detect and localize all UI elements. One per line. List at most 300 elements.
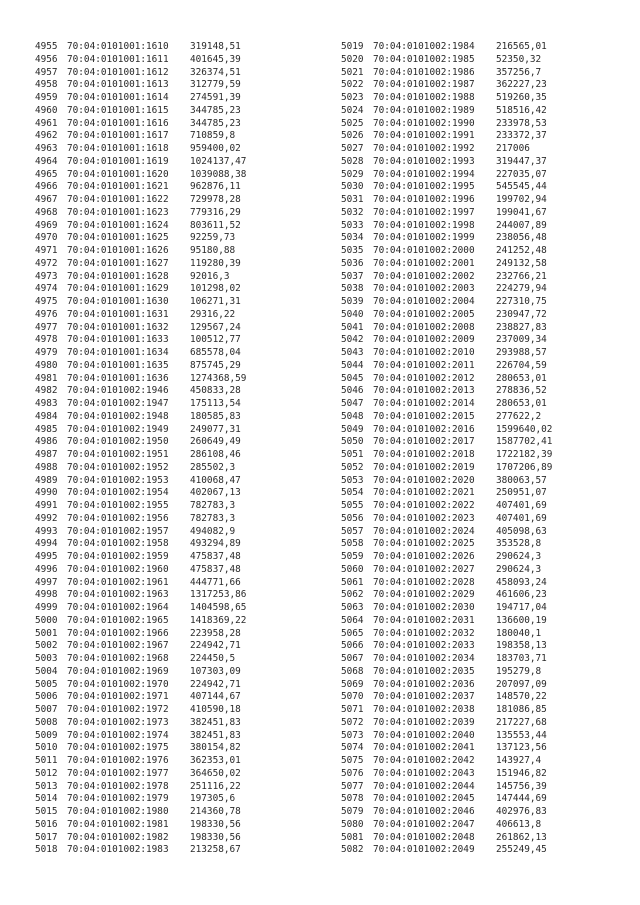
row-number: 4960 xyxy=(35,104,58,116)
cadastral-value: 230947,72 xyxy=(496,308,547,320)
cadastral-value: 199702,94 xyxy=(496,194,547,205)
cadastral-number: 70:04:0101002:2047 xyxy=(373,818,475,830)
cadastral-value: 410068,47 xyxy=(190,474,241,486)
cadastral-value: 326374,51 xyxy=(190,66,241,78)
cadastral-value: 353528,8 xyxy=(496,538,542,550)
table-row xyxy=(35,156,246,169)
cadastral-number: 70:04:0101002:2036 xyxy=(373,678,475,690)
cadastral-value: 224450,5 xyxy=(190,653,236,664)
row-number: 4986 xyxy=(35,436,58,448)
row-number: 5073 xyxy=(341,729,364,741)
cadastral-number: 70:04:0101001:1622 xyxy=(67,194,169,205)
row-number: 5051 xyxy=(341,449,364,460)
table-row xyxy=(341,322,552,335)
table-row xyxy=(341,360,552,373)
table-row xyxy=(341,730,552,743)
cadastral-number: 70:04:0101002:1969 xyxy=(67,665,169,677)
cadastral-number: 70:04:0101002:2040 xyxy=(373,729,475,741)
table-row xyxy=(341,564,552,577)
table-row xyxy=(35,373,246,386)
cadastral-value: 92259,73 xyxy=(190,232,236,244)
row-number: 4978 xyxy=(35,334,58,346)
cadastral-number: 70:04:0101001:1632 xyxy=(67,321,169,333)
row-number: 5047 xyxy=(341,398,364,409)
cadastral-value: 213258,67 xyxy=(190,844,241,856)
table-row xyxy=(341,449,552,462)
cadastral-value: 382451,83 xyxy=(190,716,241,728)
cadastral-value: 224942,71 xyxy=(190,640,241,652)
cadastral-number: 70:04:0101001:1618 xyxy=(67,143,169,154)
table-row xyxy=(35,118,246,131)
row-number: 4997 xyxy=(35,576,58,588)
cadastral-value: 145756,39 xyxy=(496,780,547,792)
cadastral-value: 405098,63 xyxy=(496,525,547,537)
cadastral-value: 198358,13 xyxy=(496,640,547,652)
cadastral-number: 70:04:0101002:2019 xyxy=(373,461,475,473)
cadastral-value: 286108,46 xyxy=(190,449,241,460)
cadastral-value: 197305,6 xyxy=(190,793,236,805)
cadastral-number: 70:04:0101002:1976 xyxy=(67,755,169,766)
table-row xyxy=(35,385,246,398)
cadastral-number: 70:04:0101002:1967 xyxy=(67,640,169,652)
table-row xyxy=(35,67,246,80)
cadastral-number: 70:04:0101001:1619 xyxy=(67,155,169,167)
cadastral-number: 70:04:0101002:1952 xyxy=(67,461,169,473)
cadastral-number: 70:04:0101001:1634 xyxy=(67,347,169,358)
row-number: 4964 xyxy=(35,155,58,167)
cadastral-value: 1039088,38 xyxy=(190,168,247,180)
table-row xyxy=(35,742,246,755)
row-number: 5071 xyxy=(341,704,364,715)
cadastral-value: 280653,01 xyxy=(496,372,547,384)
cadastral-value: 380063,57 xyxy=(496,474,547,486)
table-row xyxy=(341,118,552,131)
table-row xyxy=(341,704,552,717)
cadastral-number: 70:04:0101002:1986 xyxy=(373,66,475,78)
cadastral-value: 1722182,39 xyxy=(496,449,553,460)
row-number: 5079 xyxy=(341,806,364,817)
cadastral-value: 959400,02 xyxy=(190,143,241,154)
cadastral-number: 70:04:0101002:1979 xyxy=(67,793,169,805)
cadastral-number: 70:04:0101001:1616 xyxy=(67,117,169,129)
cadastral-value: 803611,52 xyxy=(190,219,241,231)
cadastral-number: 70:04:0101002:1973 xyxy=(67,716,169,728)
row-number: 5060 xyxy=(341,563,364,575)
row-number: 5058 xyxy=(341,538,364,550)
table-row xyxy=(35,768,246,781)
cadastral-value: 52350,32 xyxy=(496,53,542,65)
table-row xyxy=(341,844,552,857)
table-row xyxy=(341,296,552,309)
cadastral-number: 70:04:0101002:2000 xyxy=(373,245,475,256)
row-number: 5078 xyxy=(341,793,364,805)
cadastral-value: 319447,37 xyxy=(496,155,547,167)
cadastral-number: 70:04:0101002:2011 xyxy=(373,359,475,371)
row-number: 5040 xyxy=(341,308,364,320)
cadastral-value: 293988,57 xyxy=(496,347,547,358)
row-number: 5014 xyxy=(35,793,58,805)
cadastral-number: 70:04:0101002:2025 xyxy=(373,538,475,550)
row-number: 5022 xyxy=(341,79,364,91)
cadastral-number: 70:04:0101001:1620 xyxy=(67,168,169,180)
cadastral-value: 1024137,47 xyxy=(190,155,247,167)
table-row xyxy=(35,271,246,284)
cadastral-number: 70:04:0101002:1998 xyxy=(373,219,475,231)
cadastral-number: 70:04:0101002:2033 xyxy=(373,640,475,652)
table-row xyxy=(341,232,552,245)
table-row xyxy=(35,526,246,539)
row-number: 5059 xyxy=(341,551,364,562)
cadastral-number: 70:04:0101002:2022 xyxy=(373,500,475,511)
cadastral-value: 545545,44 xyxy=(496,181,547,193)
cadastral-value: 407401,69 xyxy=(496,512,547,524)
row-number: 5080 xyxy=(341,818,364,830)
table-row xyxy=(35,194,246,207)
table-row xyxy=(35,54,246,67)
row-number: 5067 xyxy=(341,653,364,664)
cadastral-number: 70:04:0101002:2003 xyxy=(373,283,475,295)
row-number: 5074 xyxy=(341,742,364,754)
row-number: 4970 xyxy=(35,232,58,244)
row-number: 5027 xyxy=(341,143,364,154)
cadastral-value: 214360,78 xyxy=(190,806,241,817)
row-number: 5077 xyxy=(341,780,364,792)
cadastral-number: 70:04:0101001:1624 xyxy=(67,219,169,231)
table-row xyxy=(341,538,552,551)
cadastral-value: 406613,8 xyxy=(496,818,542,830)
cadastral-value: 1707206,89 xyxy=(496,461,553,473)
table-row xyxy=(341,768,552,781)
cadastral-value: 519260,35 xyxy=(496,92,547,103)
cadastral-value: 233372,37 xyxy=(496,130,547,142)
table-row xyxy=(35,628,246,641)
table-row xyxy=(35,487,246,500)
table-row xyxy=(35,296,246,309)
table-row xyxy=(341,781,552,794)
row-number: 5018 xyxy=(35,844,58,856)
table-row xyxy=(341,602,552,615)
cadastral-value: 410590,18 xyxy=(190,704,241,715)
cadastral-value: 362227,23 xyxy=(496,79,547,91)
table-row xyxy=(35,79,246,92)
cadastral-number: 70:04:0101002:2044 xyxy=(373,780,475,792)
cadastral-value: 249132,58 xyxy=(496,257,547,269)
table-row xyxy=(341,755,552,768)
row-number: 5020 xyxy=(341,53,364,65)
cadastral-number: 70:04:0101001:1613 xyxy=(67,79,169,91)
cadastral-number: 70:04:0101002:1980 xyxy=(67,806,169,817)
cadastral-number: 70:04:0101002:1987 xyxy=(373,79,475,91)
row-number: 4963 xyxy=(35,143,58,154)
row-number: 5070 xyxy=(341,691,364,703)
table-row xyxy=(341,589,552,602)
cadastral-number: 70:04:0101001:1621 xyxy=(67,181,169,193)
cadastral-value: 183703,71 xyxy=(496,653,547,664)
cadastral-number: 70:04:0101002:2005 xyxy=(373,308,475,320)
cadastral-value: 238056,48 xyxy=(496,232,547,244)
cadastral-number: 70:04:0101002:1963 xyxy=(67,589,169,601)
cadastral-number: 70:04:0101002:1985 xyxy=(373,53,475,65)
table-row xyxy=(341,653,552,666)
cadastral-value: 475837,48 xyxy=(190,551,241,562)
table-row xyxy=(341,169,552,182)
row-number: 5082 xyxy=(341,844,364,856)
cadastral-number: 70:04:0101002:1990 xyxy=(373,117,475,129)
cadastral-value: 249077,31 xyxy=(190,423,241,435)
cadastral-number: 70:04:0101002:1958 xyxy=(67,538,169,550)
row-number: 4991 xyxy=(35,500,58,511)
cadastral-number: 70:04:0101002:1965 xyxy=(67,614,169,626)
cadastral-number: 70:04:0101002:2004 xyxy=(373,296,475,307)
table-row xyxy=(341,526,552,539)
cadastral-value: 710859,8 xyxy=(190,130,236,142)
row-number: 5024 xyxy=(341,104,364,116)
cadastral-value: 1599640,02 xyxy=(496,423,553,435)
row-number: 5066 xyxy=(341,640,364,652)
table-row xyxy=(35,564,246,577)
cadastral-number: 70:04:0101002:1981 xyxy=(67,818,169,830)
row-number: 5019 xyxy=(341,41,364,52)
cadastral-number: 70:04:0101001:1628 xyxy=(67,270,169,282)
cadastral-number: 70:04:0101002:1974 xyxy=(67,729,169,741)
cadastral-number: 70:04:0101002:1975 xyxy=(67,742,169,754)
cadastral-number: 70:04:0101002:1972 xyxy=(67,704,169,715)
cadastral-value: 180040,1 xyxy=(496,627,542,639)
table-row xyxy=(341,334,552,347)
cadastral-value: 135553,44 xyxy=(496,729,547,741)
cadastral-number: 70:04:0101002:2013 xyxy=(373,385,475,397)
cadastral-number: 70:04:0101002:1955 xyxy=(67,500,169,511)
row-number: 5061 xyxy=(341,576,364,588)
row-number: 5072 xyxy=(341,716,364,728)
cadastral-value: 344785,23 xyxy=(190,117,241,129)
row-number: 5065 xyxy=(341,627,364,639)
row-number: 4998 xyxy=(35,589,58,601)
table-row xyxy=(35,589,246,602)
row-number: 5039 xyxy=(341,296,364,307)
row-number: 5055 xyxy=(341,500,364,511)
table-row xyxy=(341,679,552,692)
table-row xyxy=(341,347,552,360)
cadastral-number: 70:04:0101002:2002 xyxy=(373,270,475,282)
row-number: 4974 xyxy=(35,283,58,295)
cadastral-value: 285502,3 xyxy=(190,461,236,473)
cadastral-value: 198330,56 xyxy=(190,818,241,830)
table-row xyxy=(35,181,246,194)
table-row xyxy=(341,832,552,845)
cadastral-value: 224942,71 xyxy=(190,678,241,690)
row-number: 5031 xyxy=(341,194,364,205)
cadastral-value: 1317253,86 xyxy=(190,589,247,601)
right-column xyxy=(341,41,552,857)
table-row xyxy=(35,424,246,437)
table-row xyxy=(341,487,552,500)
table-row xyxy=(35,130,246,143)
cadastral-value: 779316,29 xyxy=(190,206,241,218)
cadastral-number: 70:04:0101002:2039 xyxy=(373,716,475,728)
cadastral-value: 962876,11 xyxy=(190,181,241,193)
table-row xyxy=(35,360,246,373)
table-row xyxy=(341,258,552,271)
cadastral-value: 147444,69 xyxy=(496,793,547,805)
cadastral-number: 70:04:0101002:1946 xyxy=(67,385,169,397)
table-row xyxy=(35,819,246,832)
row-number: 4956 xyxy=(35,53,58,65)
cadastral-number: 70:04:0101002:2032 xyxy=(373,627,475,639)
table-row xyxy=(341,220,552,233)
cadastral-value: 148570,22 xyxy=(496,691,547,703)
row-number: 5008 xyxy=(35,716,58,728)
cadastral-value: 232766,21 xyxy=(496,270,547,282)
table-row xyxy=(35,283,246,296)
cadastral-value: 223958,28 xyxy=(190,627,241,639)
row-number: 4993 xyxy=(35,525,58,537)
cadastral-value: 362353,01 xyxy=(190,755,241,766)
row-number: 5043 xyxy=(341,347,364,358)
cadastral-number: 70:04:0101002:2016 xyxy=(373,423,475,435)
row-number: 5023 xyxy=(341,92,364,103)
cadastral-value: 518516,42 xyxy=(496,104,547,116)
cadastral-number: 70:04:0101002:2015 xyxy=(373,410,475,422)
table-row xyxy=(341,411,552,424)
cadastral-number: 70:04:0101002:1954 xyxy=(67,487,169,499)
row-number: 5049 xyxy=(341,423,364,435)
table-row xyxy=(35,615,246,628)
cadastral-number: 70:04:0101002:2037 xyxy=(373,691,475,703)
row-number: 4977 xyxy=(35,321,58,333)
table-row xyxy=(341,283,552,296)
cadastral-value: 226704,59 xyxy=(496,359,547,371)
cadastral-number: 70:04:0101002:1989 xyxy=(373,104,475,116)
cadastral-number: 70:04:0101002:1951 xyxy=(67,449,169,460)
row-number: 4955 xyxy=(35,41,58,52)
cadastral-number: 70:04:0101002:2024 xyxy=(373,525,475,537)
cadastral-value: 444771,66 xyxy=(190,576,241,588)
cadastral-number: 70:04:0101002:1957 xyxy=(67,525,169,537)
cadastral-number: 70:04:0101001:1635 xyxy=(67,359,169,371)
table-row xyxy=(35,730,246,743)
cadastral-value: 364650,02 xyxy=(190,767,241,779)
row-number: 4971 xyxy=(35,245,58,256)
cadastral-value: 241252,48 xyxy=(496,245,547,256)
cadastral-value: 407401,69 xyxy=(496,500,547,511)
cadastral-number: 70:04:0101002:2017 xyxy=(373,436,475,448)
cadastral-value: 290624,3 xyxy=(496,551,542,562)
cadastral-number: 70:04:0101002:1977 xyxy=(67,767,169,779)
row-number: 4979 xyxy=(35,347,58,358)
cadastral-value: 198330,56 xyxy=(190,831,241,843)
table-row xyxy=(341,181,552,194)
row-number: 5007 xyxy=(35,704,58,715)
row-number: 4965 xyxy=(35,168,58,180)
cadastral-value: 380154,82 xyxy=(190,742,241,754)
cadastral-value: 1404598,65 xyxy=(190,602,247,613)
row-number: 5010 xyxy=(35,742,58,754)
table-row xyxy=(341,309,552,322)
table-row xyxy=(341,462,552,475)
row-number: 5029 xyxy=(341,168,364,180)
table-row xyxy=(35,717,246,730)
cadastral-value: 199041,67 xyxy=(496,206,547,218)
cadastral-value: 194717,04 xyxy=(496,602,547,613)
cadastral-value: 101298,02 xyxy=(190,283,241,295)
row-number: 4957 xyxy=(35,66,58,78)
cadastral-value: 450833,28 xyxy=(190,385,241,397)
table-row xyxy=(341,398,552,411)
row-number: 5015 xyxy=(35,806,58,817)
cadastral-number: 70:04:0101001:1633 xyxy=(67,334,169,346)
table-row xyxy=(35,258,246,271)
cadastral-value: 475837,48 xyxy=(190,563,241,575)
cadastral-value: 95180,88 xyxy=(190,245,236,256)
cadastral-value: 260649,49 xyxy=(190,436,241,448)
table-row xyxy=(35,232,246,245)
table-row xyxy=(35,666,246,679)
cadastral-value: 129567,24 xyxy=(190,321,241,333)
cadastral-number: 70:04:0101002:2012 xyxy=(373,372,475,384)
cadastral-value: 401645,39 xyxy=(190,53,241,65)
cadastral-number: 70:04:0101001:1636 xyxy=(67,372,169,384)
table-row xyxy=(341,373,552,386)
cadastral-number: 70:04:0101002:1992 xyxy=(373,143,475,154)
row-number: 5012 xyxy=(35,767,58,779)
row-number: 4967 xyxy=(35,194,58,205)
row-number: 5038 xyxy=(341,283,364,295)
cadastral-number: 70:04:0101002:1983 xyxy=(67,844,169,856)
row-number: 5044 xyxy=(341,359,364,371)
cadastral-number: 70:04:0101002:2045 xyxy=(373,793,475,805)
cadastral-value: 180585,83 xyxy=(190,410,241,422)
cadastral-value: 274591,39 xyxy=(190,92,241,103)
table-row xyxy=(341,691,552,704)
cadastral-value: 233978,53 xyxy=(496,117,547,129)
cadastral-number: 70:04:0101002:2034 xyxy=(373,653,475,664)
cadastral-number: 70:04:0101002:1953 xyxy=(67,474,169,486)
table-row xyxy=(341,67,552,80)
cadastral-number: 70:04:0101001:1623 xyxy=(67,206,169,218)
row-number: 5052 xyxy=(341,461,364,473)
table-row xyxy=(35,398,246,411)
cadastral-number: 70:04:0101002:2035 xyxy=(373,665,475,677)
row-number: 5050 xyxy=(341,436,364,448)
cadastral-value: 238827,83 xyxy=(496,321,547,333)
cadastral-value: 224279,94 xyxy=(496,283,547,295)
cadastral-value: 344785,23 xyxy=(190,104,241,116)
row-number: 4973 xyxy=(35,270,58,282)
cadastral-value: 100512,77 xyxy=(190,334,241,346)
row-number: 4961 xyxy=(35,117,58,129)
cadastral-number: 70:04:0101002:2028 xyxy=(373,576,475,588)
cadastral-value: 494082,9 xyxy=(190,525,236,537)
row-number: 5054 xyxy=(341,487,364,499)
row-number: 4990 xyxy=(35,487,58,499)
row-number: 5037 xyxy=(341,270,364,282)
cadastral-number: 70:04:0101002:2020 xyxy=(373,474,475,486)
cadastral-number: 70:04:0101002:2042 xyxy=(373,755,475,766)
cadastral-number: 70:04:0101002:2014 xyxy=(373,398,475,409)
table-row xyxy=(35,538,246,551)
cadastral-number: 70:04:0101002:2038 xyxy=(373,704,475,715)
cadastral-value: 106271,31 xyxy=(190,296,241,307)
cadastral-number: 70:04:0101002:1960 xyxy=(67,563,169,575)
row-number: 4984 xyxy=(35,410,58,422)
row-number: 4983 xyxy=(35,398,58,409)
cadastral-number: 70:04:0101002:1991 xyxy=(373,130,475,142)
row-number: 5045 xyxy=(341,372,364,384)
table-row xyxy=(35,334,246,347)
cadastral-value: 244007,89 xyxy=(496,219,547,231)
table-row xyxy=(341,385,552,398)
